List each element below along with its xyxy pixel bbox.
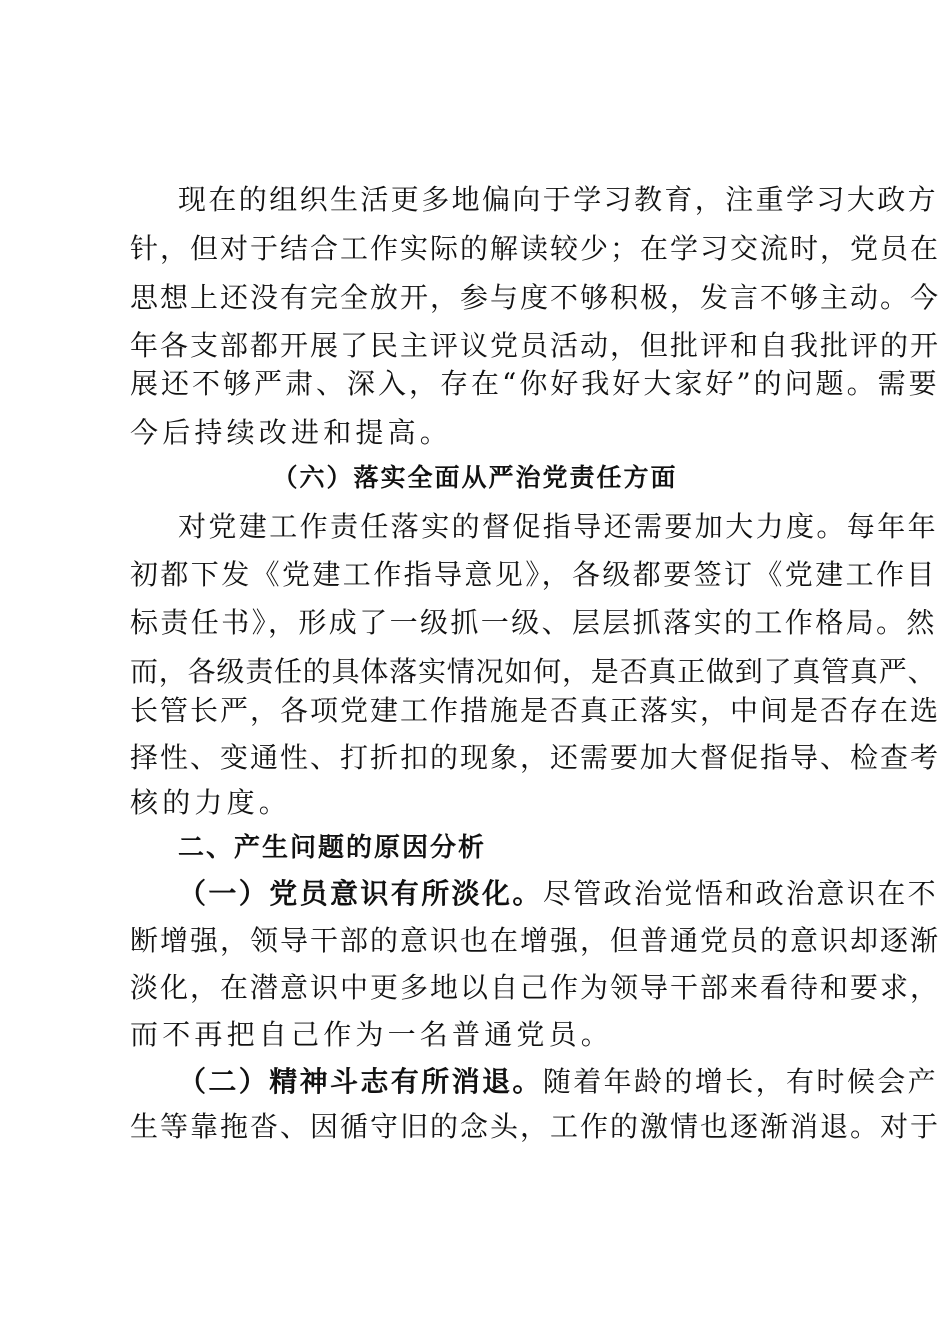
paragraph-text: 随着年龄的增长，有时候会产	[542, 1065, 939, 1098]
paragraph-line: 断增强，领导干部的意识也在增强，但普通党员的意识却逐渐	[130, 924, 941, 957]
paragraph-line: 择性、变通性、打折扣的现象，还需要加大督促指导、检查考	[130, 741, 941, 774]
paragraph-line: 针，但对于结合工作实际的解读较少；在学习交流时，党员在	[130, 232, 941, 265]
paragraph-line: 今后持续改进和提高。	[130, 416, 453, 449]
paragraph-line: 淡化，在潜意识中更多地以自己作为领导干部来看待和要求，	[130, 971, 941, 1004]
paragraph-line: 标责任书》，形成了一级抓一级、层层抓落实的工作格局。然	[130, 606, 937, 639]
paragraph-line: 年各支部都开展了民主评议党员活动，但批评和自我批评的开	[130, 329, 941, 362]
paragraph-lead: （一）党员意识有所淡化。	[178, 877, 543, 910]
paragraph-line: 而不再把自己作为一名普通党员。	[130, 1018, 614, 1051]
subheading: （六）落实全面从严治党责任方面	[272, 463, 678, 492]
paragraph-line: 而，各级责任的具体落实情况如何，是否真正做到了真管真严、	[130, 655, 937, 688]
paragraph-lead: （二）精神斗志有所消退。	[178, 1065, 543, 1098]
paragraph-line	[178, 1058, 938, 1106]
paragraph-line	[178, 870, 938, 918]
paragraph-line: 思想上还没有完全放开，参与度不够积极，发言不够主动。今	[130, 281, 941, 314]
paragraph-line: 核的力度。	[130, 786, 292, 819]
paragraph-line: 生等靠拖沓、因循守旧的念头，工作的激情也逐渐消退。对于	[130, 1110, 941, 1143]
section-heading: 二、产生问题的原因分析	[178, 833, 487, 863]
paragraph-line: 初都下发《党建工作指导意见》，各级都要签订《党建工作目	[130, 558, 937, 591]
paragraph-line: 长管长严，各项党建工作措施是否真正落实，中间是否存在选	[130, 694, 941, 727]
paragraph-text: 尽管政治觉悟和政治意识在不	[542, 877, 939, 910]
paragraph-line: 展还不够严肃、深入，存在“你好我好大家好”的问题。需要	[130, 367, 940, 400]
paragraph-line: 现在的组织生活更多地偏向于学习教育，注重学习大政方	[178, 183, 939, 216]
paragraph-line: 对党建工作责任落实的督促指导还需要加大力度。每年年	[178, 510, 939, 543]
